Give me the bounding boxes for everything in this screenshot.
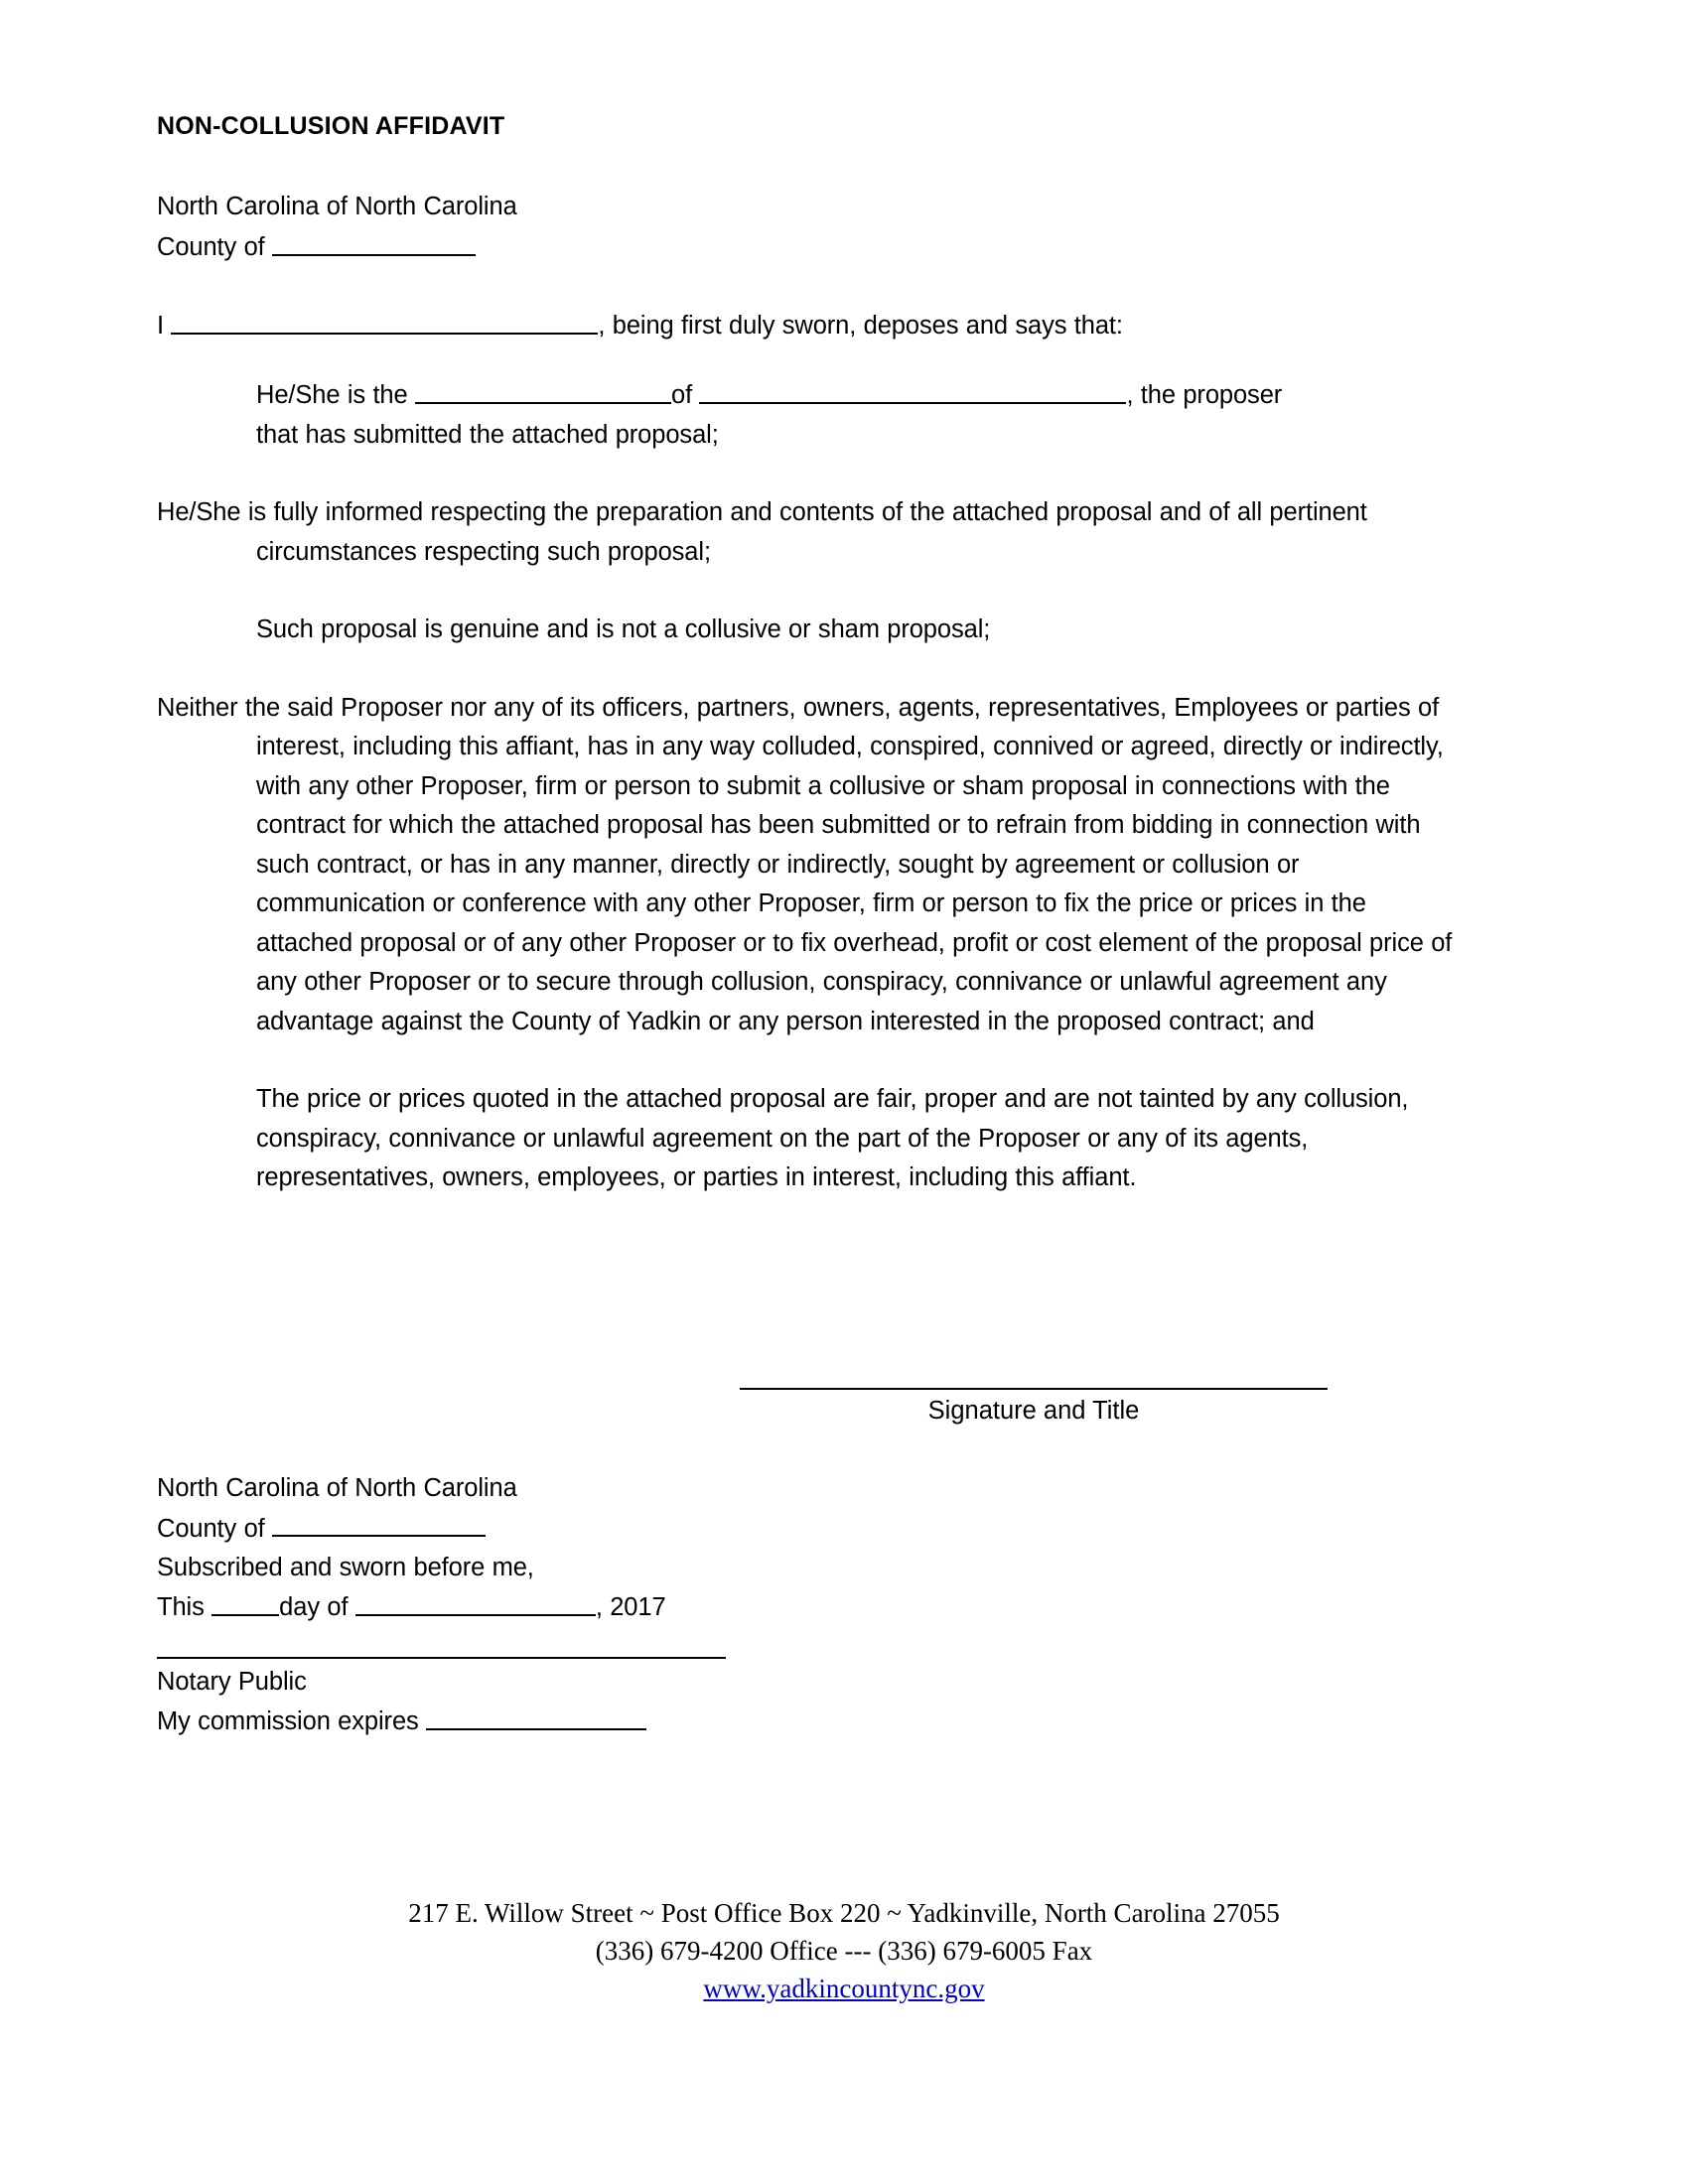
spacer [157,267,1468,306]
spacer [157,455,1468,493]
neither-said-proposer-paragraph: Neither the said Proposer nor any of its officers, partners, owners, agents, representatives, Employees or parties of interest, including this affiant, has in any way colluded, conspired, connived or agreed, directly or indirectly, with any other Proposer, firm or person to submit a collusive or sham proposal in connections with the contract for which the attached proposal has been submitted or to refrain from bidding in connection with such contract, or has in any manner, directly or indirectly, sought by agreement or collusion or communication or conference with any other Proposer, firm or person to fix the price or prices in the attached proposal or of any other Proposer or to fix overhead, profit or cost element of the proposal price of any other Proposer or to secure through collusion, conspiracy, connivance or unlawful agreement any advantage against the County of Yadkin or any person interested in the proposed contract; and [157,693,1453,1035]
sworn-tail: , being first duly sworn, deposes and says that: [598,311,1123,340]
this-lead: This [157,1593,212,1622]
heshe-tail: , the proposer [1126,381,1283,410]
day-fill-in[interactable] [211,1587,279,1616]
spacer [157,650,1468,689]
spacer [157,572,1468,611]
notary-signature-line[interactable] [157,1657,726,1659]
price-quoted-paragraph: The price or prices quoted in the attached proposal are fair, proper and are not tainted by any collusion, conspiracy, connivance or unlawful agreement on the part of the Proposer or any of its agents, representatives, owners, employees, or parties in interest, including this affiant. [256,1085,1409,1192]
officer-title-fill-in[interactable] [415,375,671,404]
county-fill-in-notary[interactable] [272,1509,486,1538]
state-line-top: North Carolina of North Carolina [157,193,517,221]
page-footer [0,1894,1688,2007]
affiant-sworn-line [157,306,1468,345]
signature-and-title-label: Signature and Title [927,1397,1140,1425]
genuine-proposal-paragraph: Such proposal is genuine and is not a collusive or sham proposal; [256,615,991,644]
heshe-lead: He/She is the [256,381,415,410]
heshe-line2: that has submitted the attached proposal; [256,420,719,449]
company-name-fill-in[interactable] [699,375,1126,404]
county-fill-in-top[interactable] [272,227,476,256]
month-fill-in[interactable] [355,1587,596,1616]
notary-public-label: Notary Public [157,1667,307,1696]
state-line-notary: North Carolina of North Carolina [157,1474,517,1502]
page-title: NON-COLLUSION AFFIDAVIT [157,112,505,140]
year-label: , 2017 [595,1593,666,1622]
county-line-notary [157,1509,931,1549]
footer-address: 217 E. Willow Street ~ Post Office Box 220 ~ Yadkinville, North Carolina 27055 [408,1898,1280,1928]
county-label-notary: County of [157,1514,273,1543]
heshe-is-the-paragraph [157,375,1468,455]
fully-informed-paragraph: He/She is fully informed respecting the preparation and contents of the attached proposal and of all pertinent circumstances respecting such proposal; [157,498,1367,566]
sworn-lead: I [157,311,172,340]
spacer [157,345,1468,375]
notary-block [157,1469,931,1741]
affiant-name-fill-in[interactable] [171,306,598,335]
footer-website-link[interactable]: www.yadkincountync.gov [703,1974,985,2003]
document-body [157,111,1468,1198]
county-label-top: County of [157,232,273,261]
commission-label: My commission expires [157,1706,427,1735]
day-of-label: day of [279,1593,355,1622]
this-day-of-line [157,1587,931,1627]
signature-block [740,1388,1328,1428]
commission-expires-fill-in[interactable] [426,1702,646,1730]
subscribed-sworn-line: Subscribed and sworn before me, [157,1553,534,1581]
footer-phones: (336) 679-4200 Office --- (336) 679-6005 Fax [595,1936,1093,1966]
heshe-mid: of [670,381,700,410]
spacer [157,1041,1468,1080]
county-line-top [157,227,1468,267]
commission-expires-line [157,1702,931,1741]
